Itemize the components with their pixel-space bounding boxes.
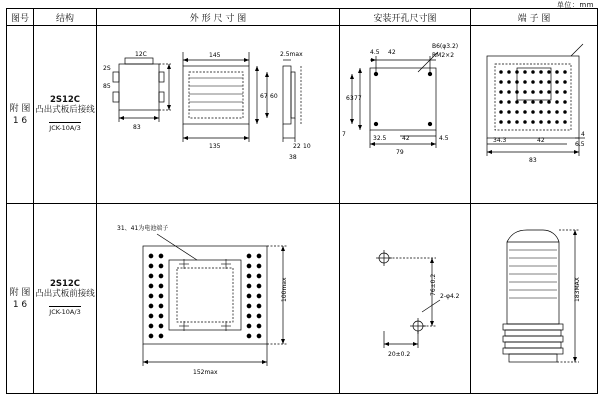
dim-325: 32.5 xyxy=(373,135,387,142)
header-outline: 外 形 尺 寸 图 xyxy=(97,9,340,26)
header-cutout: 安装开孔尺寸图 xyxy=(340,9,471,26)
dim-100max: 100max xyxy=(281,277,288,302)
dim-135: 135 xyxy=(209,143,221,150)
row2-series: JCK-10A/3 xyxy=(49,308,81,316)
header-terminal: 端 子 图 xyxy=(471,9,598,26)
row1-outline-cell xyxy=(97,26,340,204)
dim-45-top: 4.5 xyxy=(370,49,380,56)
row2-structure xyxy=(34,204,97,394)
row2-terminal-cell xyxy=(471,204,598,394)
dim-63: 63 xyxy=(346,95,354,102)
row1-outline-drawing xyxy=(97,26,339,203)
dim-42-top: 42 xyxy=(388,49,396,56)
row1-terminal-cell xyxy=(471,26,598,204)
dim-77: 77 xyxy=(354,95,362,102)
note-2phi42: 2-φ4.2 xyxy=(440,293,460,300)
row1-cutout-cell xyxy=(340,26,471,204)
dim-83: 83 xyxy=(133,124,141,131)
dim-25max: 2.5max xyxy=(280,51,303,58)
dim-60: 60 xyxy=(270,93,278,100)
row2-outline-cell xyxy=(97,204,340,394)
note-battery: 31、41为电池端子 xyxy=(117,225,169,232)
dim-2S: 2S xyxy=(103,65,111,72)
dim-42-bottom: 42 xyxy=(402,135,410,142)
table-header-row xyxy=(7,9,598,26)
row1-cutout-drawing xyxy=(340,26,470,203)
unit-note: 单位：mm xyxy=(556,1,594,9)
table-row xyxy=(7,204,598,394)
row1-terminal-drawing xyxy=(471,26,597,203)
note-rm2: RM2×2 xyxy=(432,52,455,59)
dim-145: 145 xyxy=(209,52,221,59)
row1-model: 2S12C xyxy=(49,95,81,105)
dim-12C: 12C xyxy=(135,51,147,58)
dim-343: 34.3 xyxy=(493,137,507,144)
dim-83-term: 83 xyxy=(529,157,537,164)
header-structure: 结构 xyxy=(34,9,97,26)
row2-cutout-drawing xyxy=(340,204,470,393)
table-row xyxy=(7,26,598,204)
row2-model: 2S12C xyxy=(49,279,81,289)
drawing-table xyxy=(6,8,598,394)
dim-7: 7 xyxy=(342,131,346,138)
note-b6: B6(φ3.2) xyxy=(432,43,459,50)
dim-4-term: 4 xyxy=(581,131,585,138)
dim-152max: 152max xyxy=(193,369,218,376)
dim-76: 76±0.2 xyxy=(430,273,437,296)
dim-67: 67 xyxy=(260,93,268,100)
dim-183max: 183MAX xyxy=(574,277,581,302)
dim-10: 10 xyxy=(303,143,311,150)
row2-terminal-drawing xyxy=(471,204,597,393)
dim-45-bottom: 4.5 xyxy=(439,135,449,142)
header-id: 图号 xyxy=(7,9,34,26)
row1-series: JCK-10A/3 xyxy=(49,124,81,132)
row1-structure-label: 凸出式板后接线 xyxy=(35,105,95,115)
row1-structure xyxy=(34,26,97,204)
dim-65: 6.5 xyxy=(575,141,585,148)
dim-22: 22 xyxy=(293,143,301,150)
dim-42-term: 42 xyxy=(537,137,545,144)
row2-outline-drawing xyxy=(97,204,339,393)
row2-id: 附 图 1 6 xyxy=(7,204,34,394)
row2-cutout-cell xyxy=(340,204,471,394)
dim-38: 38 xyxy=(289,154,297,161)
dim-20: 20±0.2 xyxy=(388,351,411,358)
row2-structure-label: 凸出式板前接线 xyxy=(35,289,95,299)
dim-85: 85 xyxy=(103,83,111,90)
dim-79: 79 xyxy=(396,149,404,156)
row1-id: 附 图 1 6 xyxy=(7,26,34,204)
